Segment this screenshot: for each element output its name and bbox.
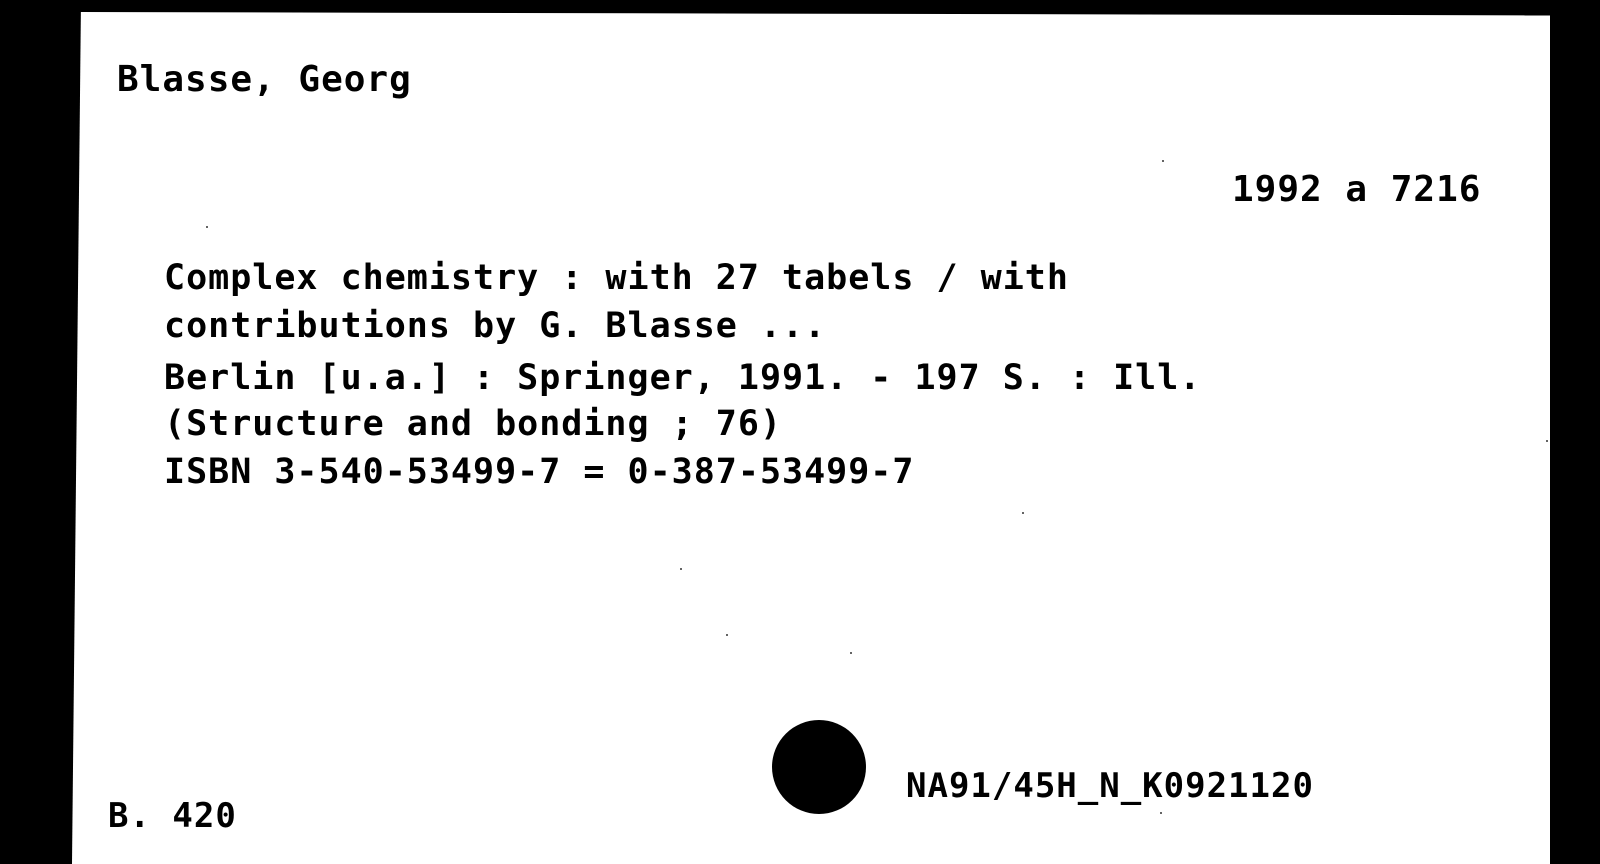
shelf-mark: B. 420 bbox=[108, 796, 237, 836]
scan-speck bbox=[1162, 160, 1164, 162]
call-number: 1992 a 7216 bbox=[1232, 169, 1482, 210]
isbn-line: ISBN 3-540-53499-7 = 0-387-53499-7 bbox=[164, 452, 915, 492]
scan-speck bbox=[726, 634, 728, 636]
publication-line: Berlin [u.a.] : Springer, 1991. - 197 S. : Ill. bbox=[164, 358, 1202, 398]
series-line: (Structure and bonding ; 76) bbox=[164, 404, 783, 444]
scan-speck bbox=[850, 652, 852, 654]
scan-speck bbox=[206, 226, 208, 228]
contributors-line: contributions by G. Blasse ... bbox=[164, 306, 827, 346]
author-name: Blasse, Georg bbox=[117, 59, 412, 100]
title-line: Complex chemistry : with 27 tabels / with bbox=[164, 258, 1069, 298]
scan-speck bbox=[680, 568, 682, 570]
scan-speck bbox=[1546, 440, 1548, 442]
punch-hole bbox=[772, 720, 866, 814]
scan-speck bbox=[1160, 812, 1162, 814]
record-code: NA91/45H_N_K0921120 bbox=[906, 766, 1314, 806]
scan-speck bbox=[1022, 512, 1024, 514]
